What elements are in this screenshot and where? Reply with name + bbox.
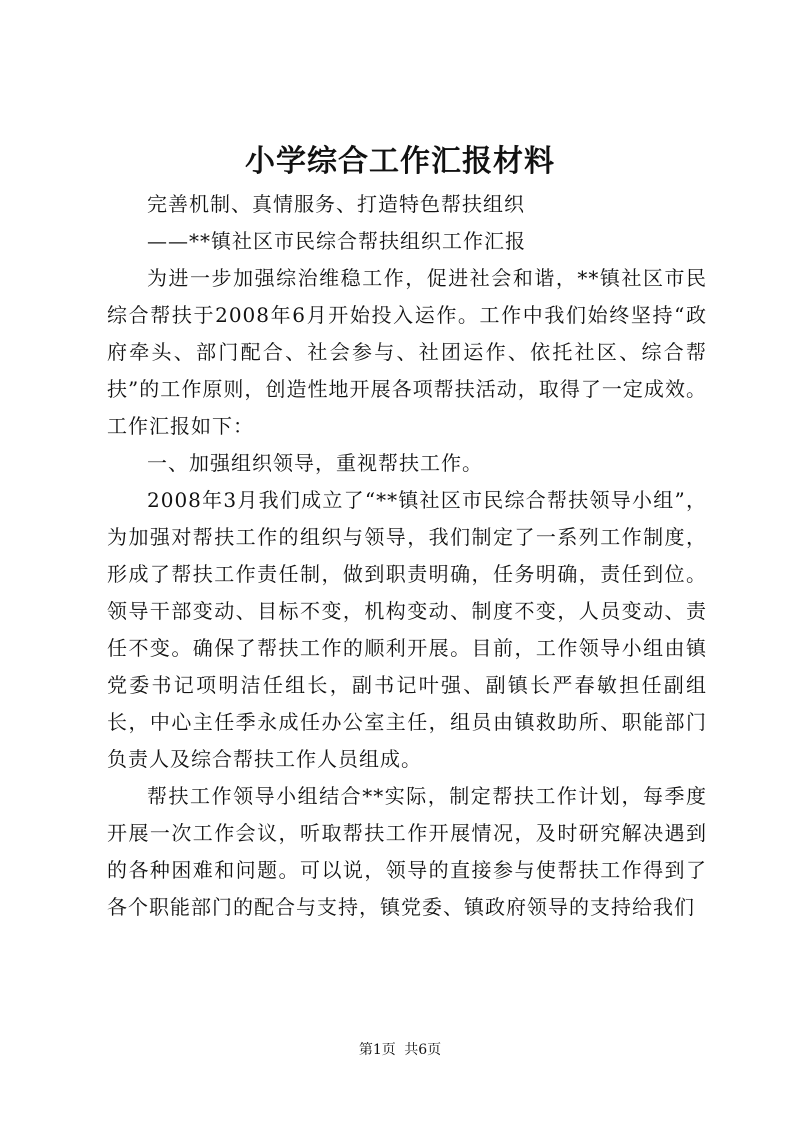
page-footer [0,1040,800,1060]
document-body [107,186,707,926]
subtitle-report-line: ——**镇社区市民综合帮扶组织工作汇报 [147,229,526,253]
body-paragraph-intro: 为进一步加强综治维稳工作，促进社会和谐，**镇社区市民综合帮扶于2008年6月开始投入运作。工作中我们始终坚持“政府牵头、部门配合、社会参与、社团运作、依托社区、综合帮扶”的工作原则，创造性地开展各项帮扶活动，取得了一定成效。工作汇报如下： [107,266,707,438]
document-title: 小学综合工作汇报材料 [245,144,555,179]
page-total: 共6页 [404,1042,442,1058]
body-paragraph-plan: 帮扶工作领导小组结合**实际，制定帮扶工作计划，每季度开展一次工作会议，听取帮扶工作开展情况，及时研究解决遇到的各种困难和问题。可以说，领导的直接参与使帮扶工作得到了各个职能部门的配合与支持，镇党委、镇政府领导的支持给我们 [107,784,707,919]
section-heading-1: 一、加强组织领导，重视帮扶工作。 [147,451,483,475]
page-number: 第1页 [358,1042,396,1058]
subtitle-line: 完善机制、真情服务、打造特色帮扶组织 [147,192,525,216]
body-paragraph-organization: 2008年3月我们成立了“**镇社区市民综合帮扶领导小组”，为加强对帮扶工作的组织与领导，我们制定了一系列工作制度，形成了帮扶工作责任制，做到职责明确，任务明确，责任到位。领导干部变动、目标不变，机构变动、制度不变，人员变动、责任不变。确保了帮扶工作的顺利开展。目前，工作领导小组由镇党委书记项明洁任组长，副书记叶强、副镇长严春敏担任副组长，中心主任季永成任办公室主任，组员由镇救助所、职能部门负责人及综合帮扶工作人员组成。 [107,488,707,771]
